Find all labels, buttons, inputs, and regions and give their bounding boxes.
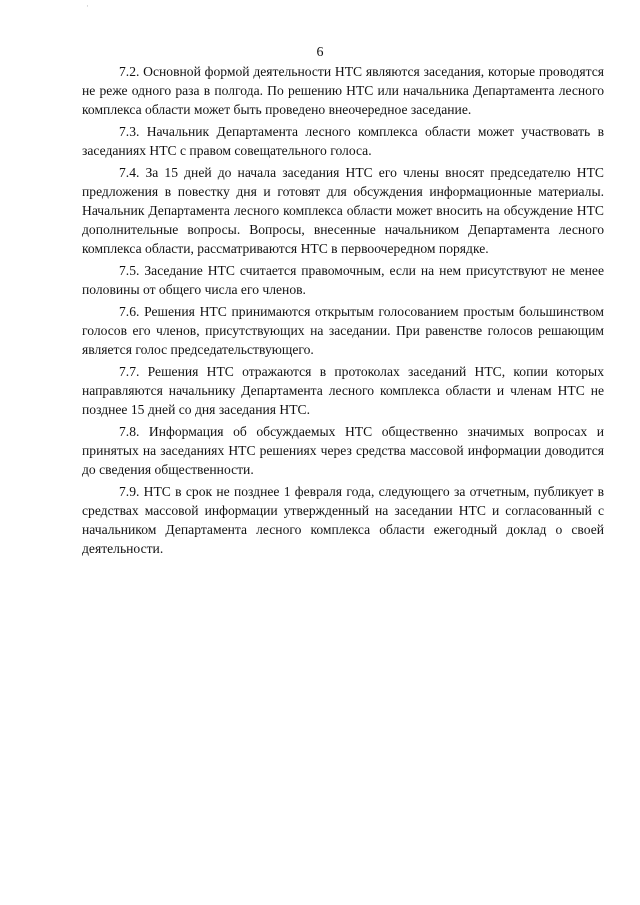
paragraph-7-6: 7.6. Решения НТС принимаются открытым голосованием простым большинством голосов его членов, присутствующих на заседании. При равенстве голосов решающим является голос председательствующего. [82,304,604,357]
paragraph-7-9: 7.9. НТС в срок не позднее 1 февраля года, следующего за отчетным, публикует в средствах массовой информации утвержденный на заседании НТС и согласованный с начальником Департамента лесного комплекса области ежегодный доклад о своей деятельности. [82,484,604,556]
page-number: 6 [316,45,324,60]
paragraph-7-3: 7.3. Начальник Департамента лесного комплекса области может участвовать в заседаниях НТС с правом совещательного голоса. [82,124,604,158]
paragraph-7-5: 7.5. Заседание НТС считается правомочным, если на нем присутствуют не менее половины от общего числа его членов. [82,263,604,297]
scan-artifact-mark: · [86,2,89,12]
paragraph-7-8: 7.8. Информация об обсуждаемых НТС общественно значимых вопросах и принятых на заседаниях НТС решениях через средства массовой информации доводится до сведения общественности. [82,424,604,477]
document-body [82,62,604,561]
paragraph-7-7: 7.7. Решения НТС отражаются в протоколах заседаний НТС, копии которых направляются начальнику Департамента лесного комплекса области и членам НТС не позднее 15 дней со дня заседания НТС. [82,364,604,417]
paragraph-7-4: 7.4. За 15 дней до начала заседания НТС его члены вносят председателю НТС предложения в повестку дня и готовят для обсуждения информационные материалы. Начальник Департамента лесного комплекса области может вносить на обсуждение НТС дополнительные вопросы. Вопросы, внесенные начальником Департамента лесного комплекса области, рассматриваются НТС в первоочередном порядке. [82,165,604,256]
paragraph-7-2: 7.2. Основной формой деятельности НТС являются заседания, которые проводятся не реже одного раза в полгода. По решению НТС или начальника Департамента лесного комплекса области может быть проведено внеочередное заседание. [82,64,604,117]
